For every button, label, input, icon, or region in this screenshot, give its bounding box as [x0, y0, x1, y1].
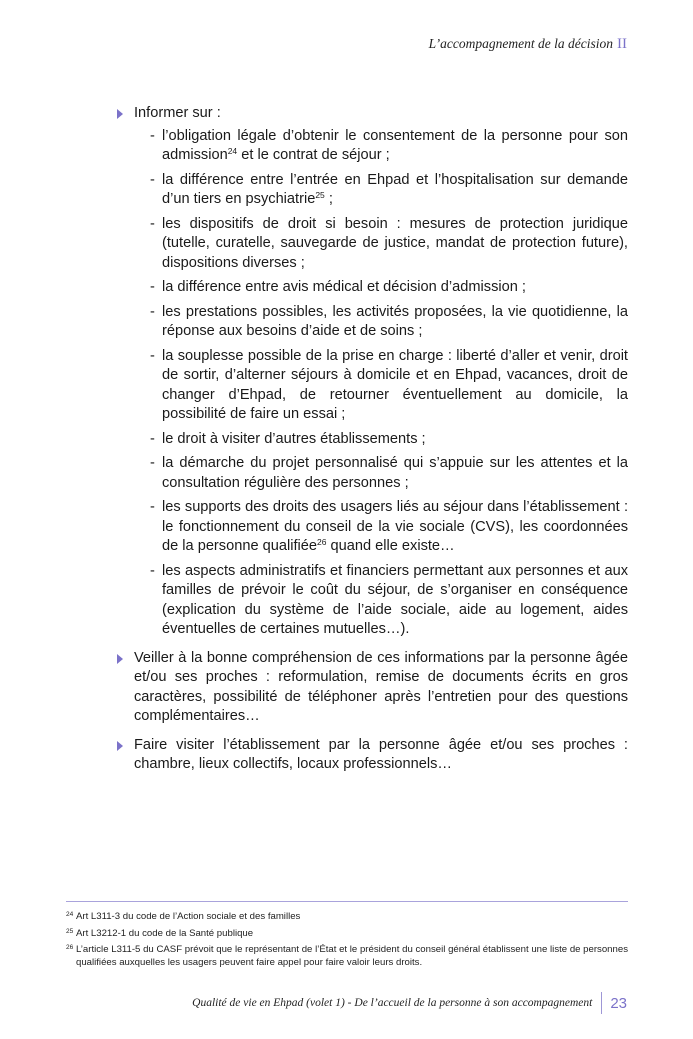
bullet-visit — [115, 736, 628, 775]
arrow-bullet-icon — [117, 654, 123, 664]
inform-list-item — [134, 127, 628, 166]
footnote-ref[interactable]: 25 — [315, 190, 325, 200]
list-item-text: les dispositifs de droit si besoin : mesures de protection juridique (tutelle, curatelle, sauvegarde de justice, mandat de protection future), dispositions diverses ; — [162, 215, 628, 271]
list-item-text: les supports des droits des usagers liés au séjour dans l’établissement : le fonctionnement du conseil de la vie sociale (CVS), les coordonnées de la personne qualifiée — [162, 499, 628, 554]
footnote — [66, 928, 628, 941]
footnotes — [66, 911, 628, 973]
page-number: 23 — [610, 994, 627, 1012]
running-header — [429, 36, 627, 53]
chapter-number: II — [617, 36, 627, 52]
list-item-text: la différence entre l’entrée en Ehpad et l’hospitalisation sur demande d’un tiers en psychiatrie — [162, 171, 628, 207]
bullet-inform-intro: Informer sur : — [134, 105, 221, 121]
footnote-text: L’article L311-5 du CASF prévoit que le représentant de l’État et le président du conseil général établissent une liste de personnes qualifiées auxquelles les usagers peuvent faire appel pour faire valoir leurs droits. — [76, 944, 628, 968]
footnote — [66, 911, 628, 924]
list-item-text: l’obligation légale d’obtenir le consentement de la personne pour son admission — [162, 127, 628, 163]
inform-list-item — [134, 303, 628, 342]
dash-marker: - — [150, 499, 155, 515]
inform-list-item — [134, 171, 628, 210]
page-footer — [192, 992, 627, 1014]
bullet-understanding — [115, 649, 628, 727]
list-item-text: les aspects administratifs et financiers permettant aux personnes et aux familles de prévoir le coût du séjour, de s’organiser en conséquence (explication du système de l’aide sociale, aide au logement, aides éventuelles de certaines mutuelles…). — [162, 562, 628, 637]
footnote-number: 26 — [66, 944, 74, 952]
inform-sublist — [134, 127, 628, 640]
bullet-visit-text: Faire visiter l’établissement par la personne âgée et/ou ses proches : chambre, lieux collectifs, locaux professionnels… — [134, 736, 628, 772]
main-content — [115, 104, 628, 784]
footnote — [66, 944, 628, 969]
inform-list-item — [134, 430, 628, 450]
inform-list-item — [134, 215, 628, 274]
inform-list-item — [134, 347, 628, 425]
inform-list-item — [134, 562, 628, 640]
footer-title: Qualité de vie en Ehpad (volet 1) - De l’accueil de la personne à son accompagnement — [192, 997, 593, 1009]
list-item-text: les prestations possibles, les activités proposées, la vie quotidienne, la réponse aux besoins d’aide et de soins ; — [162, 303, 628, 339]
list-item-text: la différence entre avis médical et décision d’admission ; — [162, 279, 526, 295]
bullet-inform — [115, 104, 628, 640]
dash-marker: - — [150, 347, 155, 364]
list-item-text-tail: quand elle existe… — [326, 538, 455, 554]
bullet-understanding-text: Veiller à la bonne compréhension de ces informations par la personne âgée et/ou ses proches : reformulation, remise de documents écrits en gros caractères, possibilité de téléphoner après l’entretien pour des questions complémentaires… — [134, 649, 628, 724]
list-item-text: la souplesse possible de la prise en charge : liberté d’aller et venir, droit de sortir, d’alterner séjours à domicile et en Ehpad, vacances, droit de changer d’Ehpad, de retourner éventuellement au domicile, la possibilité de faire un essai ; — [162, 347, 628, 422]
arrow-bullet-icon — [117, 109, 123, 119]
footnote-divider — [66, 901, 628, 902]
dash-marker: - — [150, 303, 155, 320]
footnote-text: Art L3212-1 du code de la Santé publique — [76, 927, 254, 939]
inform-list-item — [134, 498, 628, 557]
inform-list-item — [134, 278, 628, 298]
footnote-text: Art L311-3 du code de l’Action sociale et des familles — [76, 911, 301, 922]
footnote-ref[interactable]: 24 — [227, 146, 238, 156]
list-item-text-tail: ; — [324, 191, 333, 207]
dash-marker: - — [150, 279, 155, 295]
list-item-text: le droit à visiter d’autres établissements ; — [162, 430, 426, 447]
inform-list-item — [134, 454, 628, 493]
footnote-number: 25 — [66, 927, 74, 935]
dash-marker: - — [150, 171, 155, 188]
section-title: L’accompagnement de la décision — [428, 36, 613, 51]
footnote-number: 24 — [66, 911, 74, 918]
dash-marker: - — [150, 215, 155, 232]
dash-marker: - — [150, 455, 155, 471]
list-item-text: la démarche du projet personnalisé qui s’appuie sur les attentes et la consultation régulière des personnes ; — [162, 455, 628, 491]
footnote-ref[interactable]: 26 — [316, 537, 327, 547]
dash-marker: - — [150, 562, 155, 579]
list-item-text-tail: et le contrat de séjour ; — [237, 147, 390, 163]
dash-marker: - — [150, 127, 155, 144]
dash-marker: - — [150, 430, 155, 447]
arrow-bullet-icon — [117, 741, 123, 751]
